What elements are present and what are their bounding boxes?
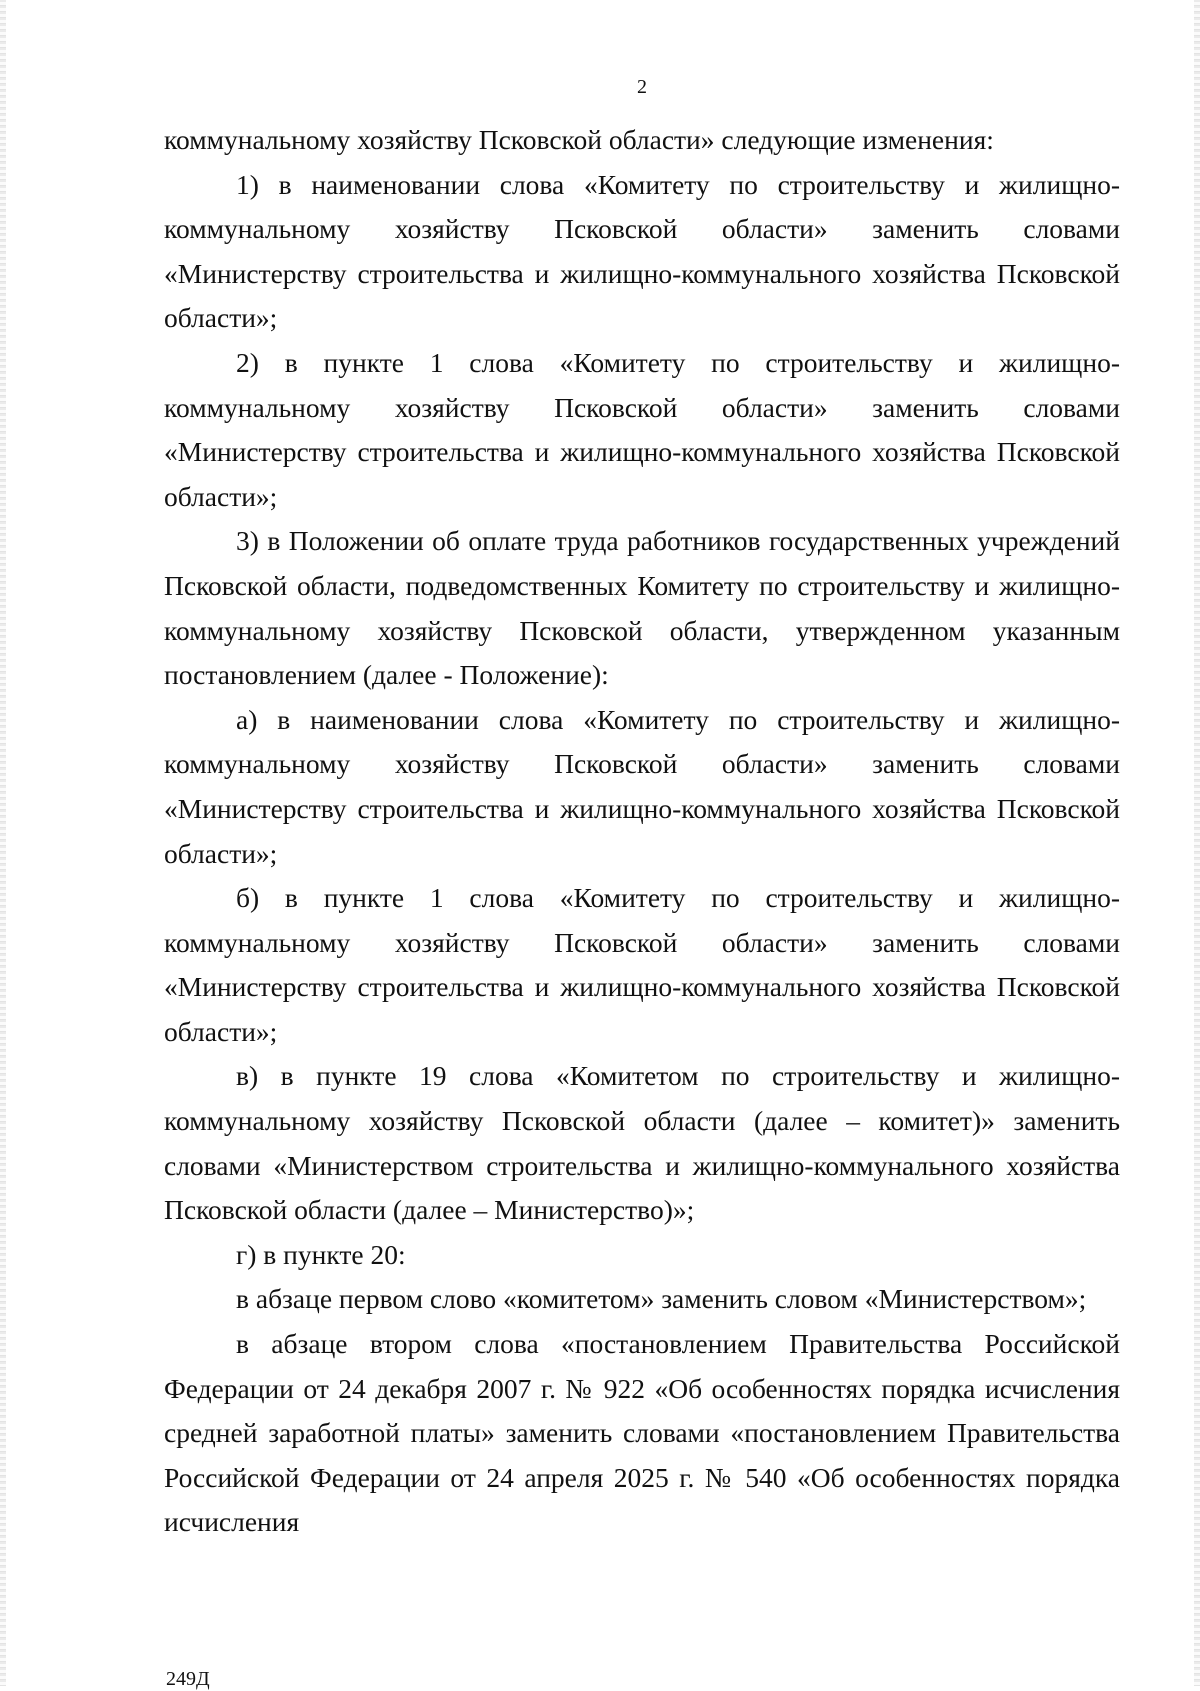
- paragraph: б) в пункте 1 слова «Комитету по строительству и жилищно-коммунальному хозяйству Псковской области» заменить словами «Министерству строительства и жилищно-коммунального хозяйства Псковской области»;: [164, 882, 1120, 1047]
- paragraph: 3) в Положении об оплате труда работников государственных учреждений Псковской области, подведомственных Комитету по строительству и жилищно-коммунальному хозяйству Псковской области, утвержденном указанным постановлением (далее - Положение):: [164, 525, 1120, 691]
- paragraph: в абзаце втором слова «постановлением Правительства Российской Федерации от 24 декабря 2007 г. № 922 «Об особенностях порядка исчисления средней заработной платы» заменить словами «постановлением Правительства Российской Федерации от 24 апреля 2025 г. № 540 «Об особенностях порядка исчисления: [164, 1328, 1120, 1538]
- document-code: 249Д: [166, 1668, 210, 1690]
- paragraph: 2) в пункте 1 слова «Комитету по строительству и жилищно-коммунальному хозяйству Псковской области» заменить словами «Министерству строительства и жилищно-коммунального хозяйства Псковской области»;: [164, 346, 1120, 512]
- paragraph: 1) в наименовании слова «Комитету по строительству и жилищно-коммунальному хозяйству Псковской области» заменить словами «Министерству строительства и жилищно-коммунального хозяйства Псковской области»;: [164, 168, 1120, 334]
- paragraph: в абзаце первом слово «комитетом» заменить словом «Министерством»;: [236, 1283, 1087, 1315]
- paragraph: а) в наименовании слова «Комитету по строительству и жилищно-коммунальному хозяйству Псковской области» заменить словами «Министерству строительства и жилищно-коммунального хозяйства Псковской области»;: [164, 703, 1120, 869]
- paragraph: в) в пункте 19 слова «Комитетом по строительству и жилищно-коммунальному хозяйству Псковской области (далее – комитет)» заменить словами «Министерством строительства и жилищно-коммунального хозяйства Псковской области (далее – Министерство)»;: [164, 1060, 1120, 1226]
- page-number: 2: [637, 76, 647, 98]
- scan-edge-left: [0, 0, 6, 1686]
- paragraph: г) в пункте 20:: [236, 1238, 406, 1270]
- paragraph: коммунальному хозяйству Псковской области» следующие изменения:: [164, 124, 994, 155]
- scan-edge-right: [1194, 0, 1200, 1686]
- document-body: [164, 118, 1120, 1545]
